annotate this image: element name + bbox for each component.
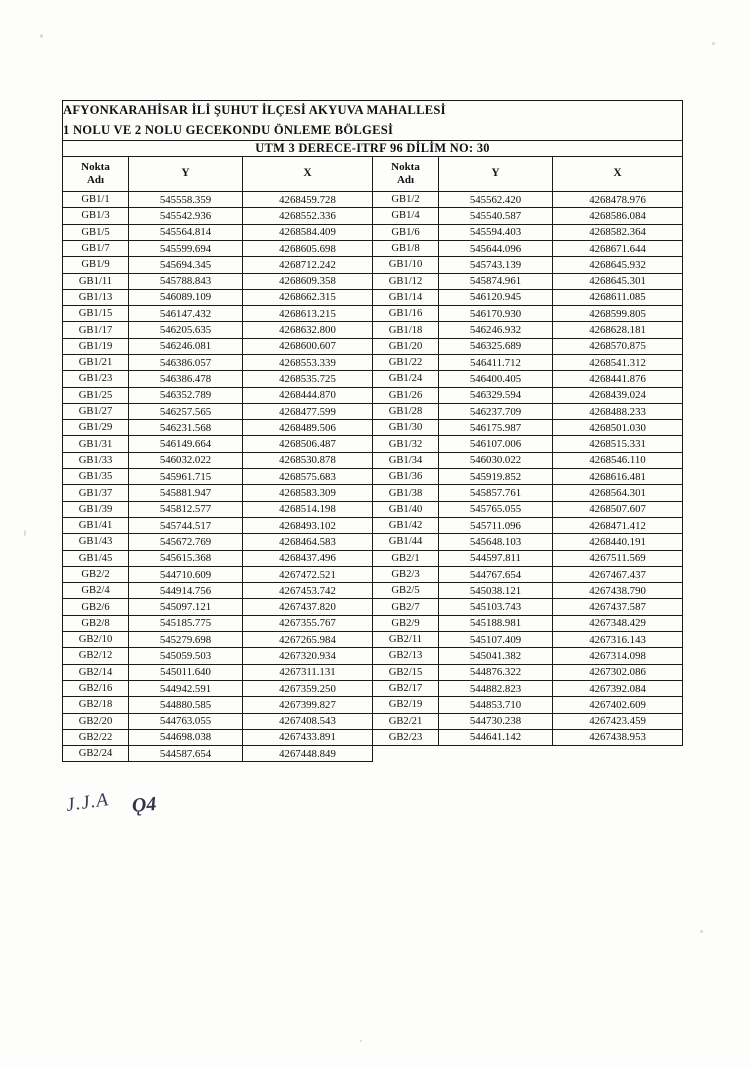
cell-x-left: 4268584.409 xyxy=(243,224,373,240)
table-row xyxy=(63,664,683,680)
cell-y-left: 544880.585 xyxy=(129,697,243,713)
cell-y-left: 545694.345 xyxy=(129,257,243,273)
table-row xyxy=(63,648,683,664)
cell-point-name-right: GB1/26 xyxy=(373,387,439,403)
cell-point-name-right: GB1/18 xyxy=(373,322,439,338)
cell-x-left: 4267355.767 xyxy=(243,615,373,631)
cell-y-right: 545562.420 xyxy=(439,192,553,208)
cell-y-right: 544730.238 xyxy=(439,713,553,729)
table-row xyxy=(63,224,683,240)
cell-y-right: 545594.403 xyxy=(439,224,553,240)
cell-y-right: 546170.930 xyxy=(439,306,553,322)
cell-x-right: 4267316.143 xyxy=(553,632,683,648)
cell-y-left: 545542.936 xyxy=(129,208,243,224)
cell-y-left: 546032.022 xyxy=(129,452,243,468)
cell-point-name-right: GB2/5 xyxy=(373,583,439,599)
cell-point-name-right: GB1/40 xyxy=(373,501,439,517)
header-point-name-right xyxy=(373,157,439,192)
cell-x-left: 4268662.315 xyxy=(243,289,373,305)
cell-point-name-right: GB2/9 xyxy=(373,615,439,631)
cell-point-name-left: GB1/33 xyxy=(63,452,129,468)
cell-x-left: 4268493.102 xyxy=(243,517,373,533)
cell-point-name-left: GB1/43 xyxy=(63,534,129,550)
cell-point-name-left: GB2/4 xyxy=(63,583,129,599)
cell-y-left: 546149.664 xyxy=(129,436,243,452)
table-row xyxy=(63,615,683,631)
header-x-left: X xyxy=(243,157,373,192)
cell-x-left: 4268535.725 xyxy=(243,371,373,387)
document-subtitle xyxy=(63,141,683,157)
table-row xyxy=(63,289,683,305)
cell-x-left: 4268444.870 xyxy=(243,387,373,403)
cell-x-right: 4268645.932 xyxy=(553,257,683,273)
cell-point-name-right: GB2/7 xyxy=(373,599,439,615)
cell-x-right: 4268501.030 xyxy=(553,420,683,436)
cell-point-name-right: GB1/10 xyxy=(373,257,439,273)
table-row xyxy=(63,322,683,338)
coordinate-table xyxy=(62,100,683,762)
cell-x-left: 4267311.131 xyxy=(243,664,373,680)
cell-point-name-left: GB1/3 xyxy=(63,208,129,224)
cell-y-right: 546329.594 xyxy=(439,387,553,403)
cell-x-right: 4268599.805 xyxy=(553,306,683,322)
table-row xyxy=(63,680,683,696)
cell-point-name-left: GB1/29 xyxy=(63,420,129,436)
cell-y-left: 545059.503 xyxy=(129,648,243,664)
cell-point-name-right: GB1/36 xyxy=(373,469,439,485)
cell-point-name-left: GB1/25 xyxy=(63,387,129,403)
cell-y-left: 544698.038 xyxy=(129,729,243,745)
cell-x-right: 4268439.024 xyxy=(553,387,683,403)
cell-point-name-left: GB2/12 xyxy=(63,648,129,664)
cell-y-right: 545874.961 xyxy=(439,273,553,289)
cell-x-left: 4268613.215 xyxy=(243,306,373,322)
cell-x-left: 4268712.242 xyxy=(243,257,373,273)
table-row xyxy=(63,387,683,403)
header-y-right: Y xyxy=(439,157,553,192)
cell-point-name-left: GB1/21 xyxy=(63,355,129,371)
table-header-row xyxy=(63,157,683,192)
cell-point-name-right: GB2/23 xyxy=(373,729,439,745)
cell-y-left: 545279.698 xyxy=(129,632,243,648)
cell-point-name-right: GB2/11 xyxy=(373,632,439,648)
cell-point-name-right: GB1/2 xyxy=(373,192,439,208)
cell-y-left: 544710.609 xyxy=(129,566,243,582)
cell-y-right: 545188.981 xyxy=(439,615,553,631)
table-row xyxy=(63,192,683,208)
table-row xyxy=(63,371,683,387)
header-point-name-left-line2: Adı xyxy=(86,174,105,187)
cell-x-right: 4267348.429 xyxy=(553,615,683,631)
cell-point-name-right: GB1/24 xyxy=(373,371,439,387)
cell-point-name-left: GB2/2 xyxy=(63,566,129,582)
cell-point-name-left: GB1/37 xyxy=(63,485,129,501)
cell-y-left: 544763.055 xyxy=(129,713,243,729)
cell-x-right: 4268564.301 xyxy=(553,485,683,501)
cell-point-name-left: GB1/15 xyxy=(63,306,129,322)
cell-x-right: 4268570.875 xyxy=(553,338,683,354)
cell-x-left: 4267453.742 xyxy=(243,583,373,599)
cell-point-name-right: GB2/13 xyxy=(373,648,439,664)
table-row xyxy=(63,338,683,354)
cell-point-name-left: GB1/35 xyxy=(63,469,129,485)
cell-y-right: 545765.055 xyxy=(439,501,553,517)
cell-x-left: 4268459.728 xyxy=(243,192,373,208)
cell-point-name-left: GB1/31 xyxy=(63,436,129,452)
cell-y-right: 545857.761 xyxy=(439,485,553,501)
cell-y-left: 544942.591 xyxy=(129,680,243,696)
title-line-1: AFYONKARAHİSAR İLİ ŞUHUT İLÇESİ AKYUVA MAHALLESİ xyxy=(63,103,446,117)
cell-point-name-left: GB1/17 xyxy=(63,322,129,338)
cell-point-name-left: GB2/22 xyxy=(63,729,129,745)
cell-x-left: 4268506.487 xyxy=(243,436,373,452)
table-row xyxy=(63,355,683,371)
cell-x-right: 4267511.569 xyxy=(553,550,683,566)
cell-point-name-left: GB2/8 xyxy=(63,615,129,631)
cell-y-right: 544767.654 xyxy=(439,566,553,582)
cell-point-name-left: GB2/24 xyxy=(63,746,129,762)
cell-x-right: 4268440.191 xyxy=(553,534,683,550)
cell-y-right: 544641.142 xyxy=(439,729,553,745)
signature-area xyxy=(64,789,266,832)
cell-point-name-left: GB2/14 xyxy=(63,664,129,680)
cell-point-name-left: GB1/5 xyxy=(63,224,129,240)
table-row xyxy=(63,208,683,224)
table-body xyxy=(63,192,683,762)
cell-y-right: 546325.689 xyxy=(439,338,553,354)
cell-point-name-left: GB1/41 xyxy=(63,517,129,533)
cell-y-left: 545615.368 xyxy=(129,550,243,566)
cell-x-right: 4268611.085 xyxy=(553,289,683,305)
title-line-2: 1 NOLU VE 2 NOLU GECEKONDU ÖNLEME BÖLGESİ xyxy=(63,122,394,137)
cell-y-left: 545744.517 xyxy=(129,517,243,533)
cell-x-right: 4268645.301 xyxy=(553,273,683,289)
table-row xyxy=(63,566,683,582)
table-row xyxy=(63,534,683,550)
cell-x-right: 4267423.459 xyxy=(553,713,683,729)
table-row xyxy=(63,257,683,273)
cell-y-right: 545919.852 xyxy=(439,469,553,485)
cell-point-name-left: GB1/1 xyxy=(63,192,129,208)
cell-y-left: 545185.775 xyxy=(129,615,243,631)
cell-x-left: 4268477.599 xyxy=(243,403,373,419)
header-point-name-right-line2: Adı xyxy=(396,174,415,187)
subtitle-text: UTM 3 DERECE-ITRF 96 DİLİM NO: 30 xyxy=(255,141,490,156)
cell-y-left: 545011.640 xyxy=(129,664,243,680)
cell-x-right: 4267437.587 xyxy=(553,599,683,615)
table-row xyxy=(63,306,683,322)
cell-y-left: 546246.081 xyxy=(129,338,243,354)
cell-y-left: 545961.715 xyxy=(129,469,243,485)
cell-point-name-right: GB1/34 xyxy=(373,452,439,468)
cell-y-right: 545644.096 xyxy=(439,240,553,256)
cell-x-right: 4267438.953 xyxy=(553,729,683,745)
cell-point-name-left: GB1/13 xyxy=(63,289,129,305)
cell-x-left: 4268514.198 xyxy=(243,501,373,517)
cell-y-left: 546231.568 xyxy=(129,420,243,436)
table-row xyxy=(63,550,683,566)
cell-x-right: 4267302.086 xyxy=(553,664,683,680)
cell-y-left: 545564.814 xyxy=(129,224,243,240)
cell-x-left: 4267399.827 xyxy=(243,697,373,713)
cell-y-right: 545041.382 xyxy=(439,648,553,664)
coordinate-table-container xyxy=(62,100,682,762)
cell-x-right: 4268507.607 xyxy=(553,501,683,517)
cell-point-name-left: GB1/19 xyxy=(63,338,129,354)
cell-point-name-right: GB1/22 xyxy=(373,355,439,371)
table-row xyxy=(63,485,683,501)
cell-point-name-right: GB1/4 xyxy=(373,208,439,224)
cell-point-name-left: GB2/10 xyxy=(63,632,129,648)
cell-point-name-right: GB1/38 xyxy=(373,485,439,501)
cell-y-left: 546352.789 xyxy=(129,387,243,403)
cell-point-name-right: GB2/15 xyxy=(373,664,439,680)
table-row xyxy=(63,746,683,762)
cell-x-left: 4267265.984 xyxy=(243,632,373,648)
cell-x-left: 4268600.607 xyxy=(243,338,373,354)
cell-point-name-right: GB2/17 xyxy=(373,680,439,696)
cell-x-left: 4268489.506 xyxy=(243,420,373,436)
cell-y-right: 546175.987 xyxy=(439,420,553,436)
cell-point-name-right: GB2/19 xyxy=(373,697,439,713)
cell-point-name-left: GB2/6 xyxy=(63,599,129,615)
cell-x-right: 4267467.437 xyxy=(553,566,683,582)
cell-x-right: 4267402.609 xyxy=(553,697,683,713)
subtitle-row xyxy=(63,141,683,157)
cell-y-left: 544914.756 xyxy=(129,583,243,599)
cell-x-right: 4268478.976 xyxy=(553,192,683,208)
cell-y-right: 545103.743 xyxy=(439,599,553,615)
cell-point-name-left: GB2/18 xyxy=(63,697,129,713)
cell-point-name-right: GB1/14 xyxy=(373,289,439,305)
cell-y-right: 545648.103 xyxy=(439,534,553,550)
cell-x-right: 4267392.084 xyxy=(553,680,683,696)
cell-y-right: 544876.322 xyxy=(439,664,553,680)
cell-point-name-right: GB1/30 xyxy=(373,420,439,436)
cell-x-left: 4268605.698 xyxy=(243,240,373,256)
cell-x-right xyxy=(553,746,683,762)
cell-x-left: 4267472.521 xyxy=(243,566,373,582)
table-row xyxy=(63,599,683,615)
cell-x-left: 4267359.250 xyxy=(243,680,373,696)
table-row xyxy=(63,517,683,533)
cell-x-left: 4268609.358 xyxy=(243,273,373,289)
cell-x-left: 4268632.800 xyxy=(243,322,373,338)
signature-right: Ǫ4 xyxy=(131,792,158,818)
cell-point-name-right: GB1/42 xyxy=(373,517,439,533)
cell-x-left: 4267448.849 xyxy=(243,746,373,762)
cell-y-right: 546030.022 xyxy=(439,452,553,468)
cell-y-right: 546246.932 xyxy=(439,322,553,338)
cell-point-name-left: GB2/16 xyxy=(63,680,129,696)
cell-y-right: 546400.405 xyxy=(439,371,553,387)
cell-y-left: 546257.565 xyxy=(129,403,243,419)
cell-y-right: 545038.121 xyxy=(439,583,553,599)
signature-left: J.J.A xyxy=(64,789,111,816)
cell-x-right: 4268488.233 xyxy=(553,403,683,419)
cell-point-name-right: GB2/3 xyxy=(373,566,439,582)
cell-x-left: 4267433.891 xyxy=(243,729,373,745)
cell-point-name-right: GB1/28 xyxy=(373,403,439,419)
cell-point-name-left: GB1/7 xyxy=(63,240,129,256)
table-row xyxy=(63,273,683,289)
cell-x-right: 4268671.644 xyxy=(553,240,683,256)
cell-y-right xyxy=(439,746,553,762)
cell-point-name-left: GB1/45 xyxy=(63,550,129,566)
cell-x-right: 4268541.312 xyxy=(553,355,683,371)
cell-point-name-left: GB1/9 xyxy=(63,257,129,273)
cell-x-right: 4268441.876 xyxy=(553,371,683,387)
cell-point-name-right: GB1/12 xyxy=(373,273,439,289)
cell-x-left: 4268583.309 xyxy=(243,485,373,501)
cell-point-name-left: GB1/23 xyxy=(63,371,129,387)
header-y-left: Y xyxy=(129,157,243,192)
table-row xyxy=(63,240,683,256)
cell-point-name-right: GB1/44 xyxy=(373,534,439,550)
cell-y-right: 546411.712 xyxy=(439,355,553,371)
cell-x-right: 4268586.084 xyxy=(553,208,683,224)
cell-y-right: 546107.006 xyxy=(439,436,553,452)
cell-y-right: 545540.587 xyxy=(439,208,553,224)
cell-point-name-right: GB1/8 xyxy=(373,240,439,256)
cell-point-name-right: GB1/16 xyxy=(373,306,439,322)
cell-x-left: 4268552.336 xyxy=(243,208,373,224)
table-row xyxy=(63,729,683,745)
cell-y-right: 545711.096 xyxy=(439,517,553,533)
cell-x-left: 4267320.934 xyxy=(243,648,373,664)
cell-x-left: 4267437.820 xyxy=(243,599,373,615)
header-x-right: X xyxy=(553,157,683,192)
header-point-name-right-line1: Nokta xyxy=(391,161,420,174)
table-row xyxy=(63,583,683,599)
cell-point-name-left: GB2/20 xyxy=(63,713,129,729)
table-row xyxy=(63,452,683,468)
cell-y-right: 544597.811 xyxy=(439,550,553,566)
cell-point-name-right: GB1/20 xyxy=(373,338,439,354)
cell-x-right: 4267314.098 xyxy=(553,648,683,664)
cell-y-left: 545097.121 xyxy=(129,599,243,615)
cell-y-left: 546089.109 xyxy=(129,289,243,305)
cell-y-left: 545881.947 xyxy=(129,485,243,501)
table-row xyxy=(63,501,683,517)
cell-x-right: 4268471.412 xyxy=(553,517,683,533)
table-row xyxy=(63,632,683,648)
table-row xyxy=(63,420,683,436)
cell-point-name-right: GB2/21 xyxy=(373,713,439,729)
cell-y-right: 546237.709 xyxy=(439,403,553,419)
cell-point-name-right: GB1/6 xyxy=(373,224,439,240)
cell-y-left: 545672.769 xyxy=(129,534,243,550)
title-row xyxy=(63,101,683,141)
cell-y-right: 545743.139 xyxy=(439,257,553,273)
cell-y-left: 545812.577 xyxy=(129,501,243,517)
cell-y-left: 544587.654 xyxy=(129,746,243,762)
document-title xyxy=(63,101,683,141)
cell-point-name-right: GB2/1 xyxy=(373,550,439,566)
cell-x-right: 4268628.181 xyxy=(553,322,683,338)
cell-y-right: 544882.823 xyxy=(439,680,553,696)
cell-y-left: 546147.432 xyxy=(129,306,243,322)
table-row xyxy=(63,713,683,729)
cell-point-name-left: GB1/11 xyxy=(63,273,129,289)
cell-x-right: 4268546.110 xyxy=(553,452,683,468)
cell-x-right: 4268582.364 xyxy=(553,224,683,240)
cell-x-left: 4268575.683 xyxy=(243,469,373,485)
cell-x-right: 4267438.790 xyxy=(553,583,683,599)
header-point-name-left-line1: Nokta xyxy=(81,161,110,174)
cell-y-right: 544853.710 xyxy=(439,697,553,713)
table-row xyxy=(63,436,683,452)
cell-y-left: 545558.359 xyxy=(129,192,243,208)
cell-point-name-left: GB1/39 xyxy=(63,501,129,517)
table-row xyxy=(63,697,683,713)
cell-y-left: 545788.843 xyxy=(129,273,243,289)
cell-point-name-left: GB1/27 xyxy=(63,403,129,419)
header-point-name-left xyxy=(63,157,129,192)
cell-x-left: 4268530.878 xyxy=(243,452,373,468)
cell-x-left: 4268464.583 xyxy=(243,534,373,550)
cell-x-right: 4268515.331 xyxy=(553,436,683,452)
cell-point-name-right: GB1/32 xyxy=(373,436,439,452)
table-row xyxy=(63,469,683,485)
cell-y-left: 546386.057 xyxy=(129,355,243,371)
cell-point-name-right xyxy=(373,746,439,762)
cell-y-right: 545107.409 xyxy=(439,632,553,648)
cell-y-left: 546386.478 xyxy=(129,371,243,387)
cell-x-left: 4267408.543 xyxy=(243,713,373,729)
cell-y-left: 545599.694 xyxy=(129,240,243,256)
cell-x-left: 4268553.339 xyxy=(243,355,373,371)
table-row xyxy=(63,403,683,419)
cell-x-right: 4268616.481 xyxy=(553,469,683,485)
cell-y-right: 546120.945 xyxy=(439,289,553,305)
cell-x-left: 4268437.496 xyxy=(243,550,373,566)
cell-y-left: 546205.635 xyxy=(129,322,243,338)
